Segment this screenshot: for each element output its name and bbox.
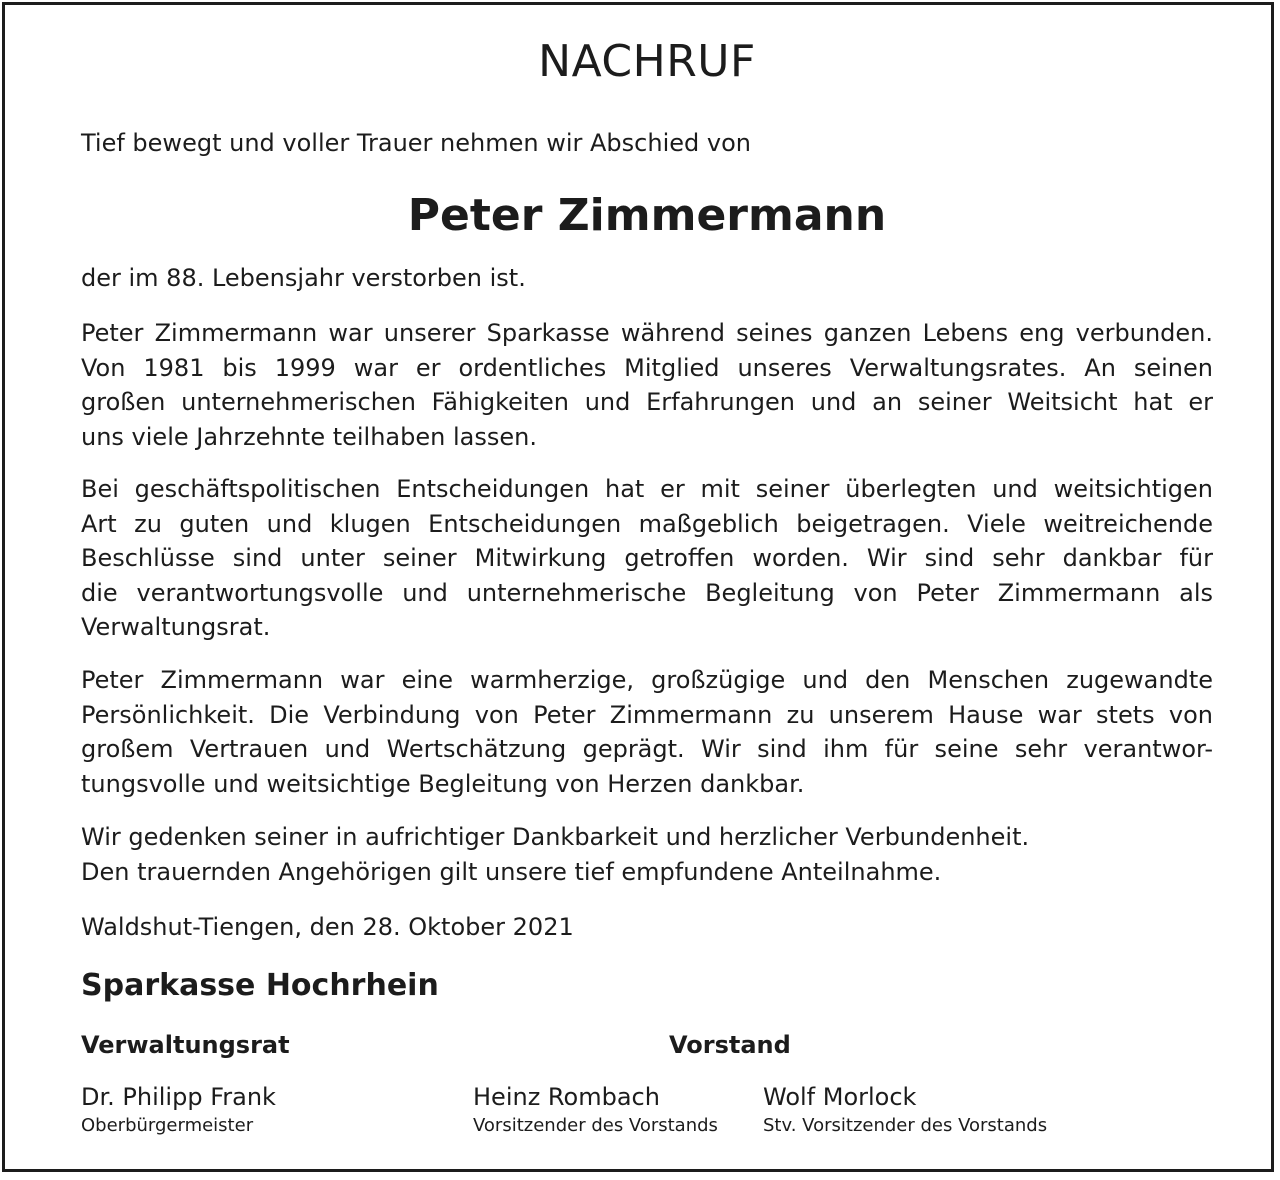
paragraph-line: Den trauernden Angehörigen gilt unsere tief empfundene Anteilnahme.: [81, 857, 942, 886]
signatory-deputy-executive-chair: [763, 1081, 1047, 1139]
paragraph-condolence: [81, 820, 1213, 889]
board-label: Verwaltungsrat: [81, 1031, 290, 1059]
paragraph-line: Beschlüsse sind unter seiner Mitwirkung getroffen worden. Wir sind sehr dankbar für: [81, 544, 1213, 572]
paragraph-line: Wir gedenken seiner in aufrichtiger Dankbarkeit und herzlicher Verbundenheit.: [81, 823, 1030, 851]
signatory-role: Vorsitzender des Vorstands: [473, 1115, 718, 1136]
paragraph-line: großen unternehmerischen Fähigkeiten und Erfahrungen und an seiner Weitsicht hat er: [81, 388, 1213, 416]
paragraph-line: tungsvolle und weitsichtige Begleitung von Herzen dankbar.: [81, 769, 805, 798]
paragraph-decisions: [81, 472, 1213, 645]
signatory-role: Stv. Vorsitzender des Vorstands: [763, 1115, 1048, 1136]
intro-text: Tief bewegt und voller Trauer nehmen wir Abschied von: [81, 129, 751, 157]
paragraph-line: uns viele Jahrzehnte teilhaben lassen.: [81, 422, 537, 451]
signatory-name: Wolf Morlock: [763, 1083, 917, 1111]
signatory-name: Dr. Philipp Frank: [81, 1083, 276, 1111]
paragraph-line: großem Vertrauen und Wertschätzung geprägt. Wir sind ihm für seine sehr verantwor-: [81, 735, 1213, 763]
signatory-board-chair: [81, 1081, 276, 1139]
organization-name: Sparkasse Hochrhein: [81, 968, 439, 1003]
paragraph-line: Art zu guten und klugen Entscheidungen maßgeblich beigetragen. Viele weitreichende: [81, 509, 1213, 538]
paragraph-line: Von 1981 bis 1999 war er ordentliches Mitglied unseres Verwaltungsrates. An seinen: [81, 353, 1213, 382]
paragraph-line: Bei geschäftspolitischen Entscheidungen hat er mit seiner überlegten und weitsichtigen: [81, 475, 1213, 503]
paragraph-line: Verwaltungsrat.: [81, 613, 271, 641]
paragraph-connection: [81, 316, 1213, 454]
paragraph-line: Peter Zimmermann war unserer Sparkasse während seines ganzen Lebens eng verbunden.: [81, 319, 1213, 347]
signatory-name: Heinz Rombach: [473, 1083, 660, 1111]
deceased-name: Peter Zimmermann: [407, 190, 887, 241]
paragraph-line: Persönlichkeit. Die Verbindung von Peter Zimmermann zu unserem Hause war stets von: [81, 700, 1213, 729]
paragraph-personality: [81, 663, 1213, 801]
place-date: Waldshut-Tiengen, den 28. Oktober 2021: [81, 913, 574, 941]
paragraph-line: Peter Zimmermann war eine warmherzige, großzügige und den Menschen zugewandte: [81, 666, 1213, 694]
notice-heading: NACHRUF: [538, 36, 756, 87]
signatory-role: Oberbürgermeister: [81, 1115, 254, 1136]
paragraph-line: die verantwortungsvolle und unternehmerische Begleitung von Peter Zimmermann als: [81, 578, 1213, 607]
signatory-executive-chair: [473, 1081, 718, 1139]
executive-label: Vorstand: [669, 1031, 791, 1059]
age-line: der im 88. Lebensjahr verstorben ist.: [81, 264, 526, 292]
